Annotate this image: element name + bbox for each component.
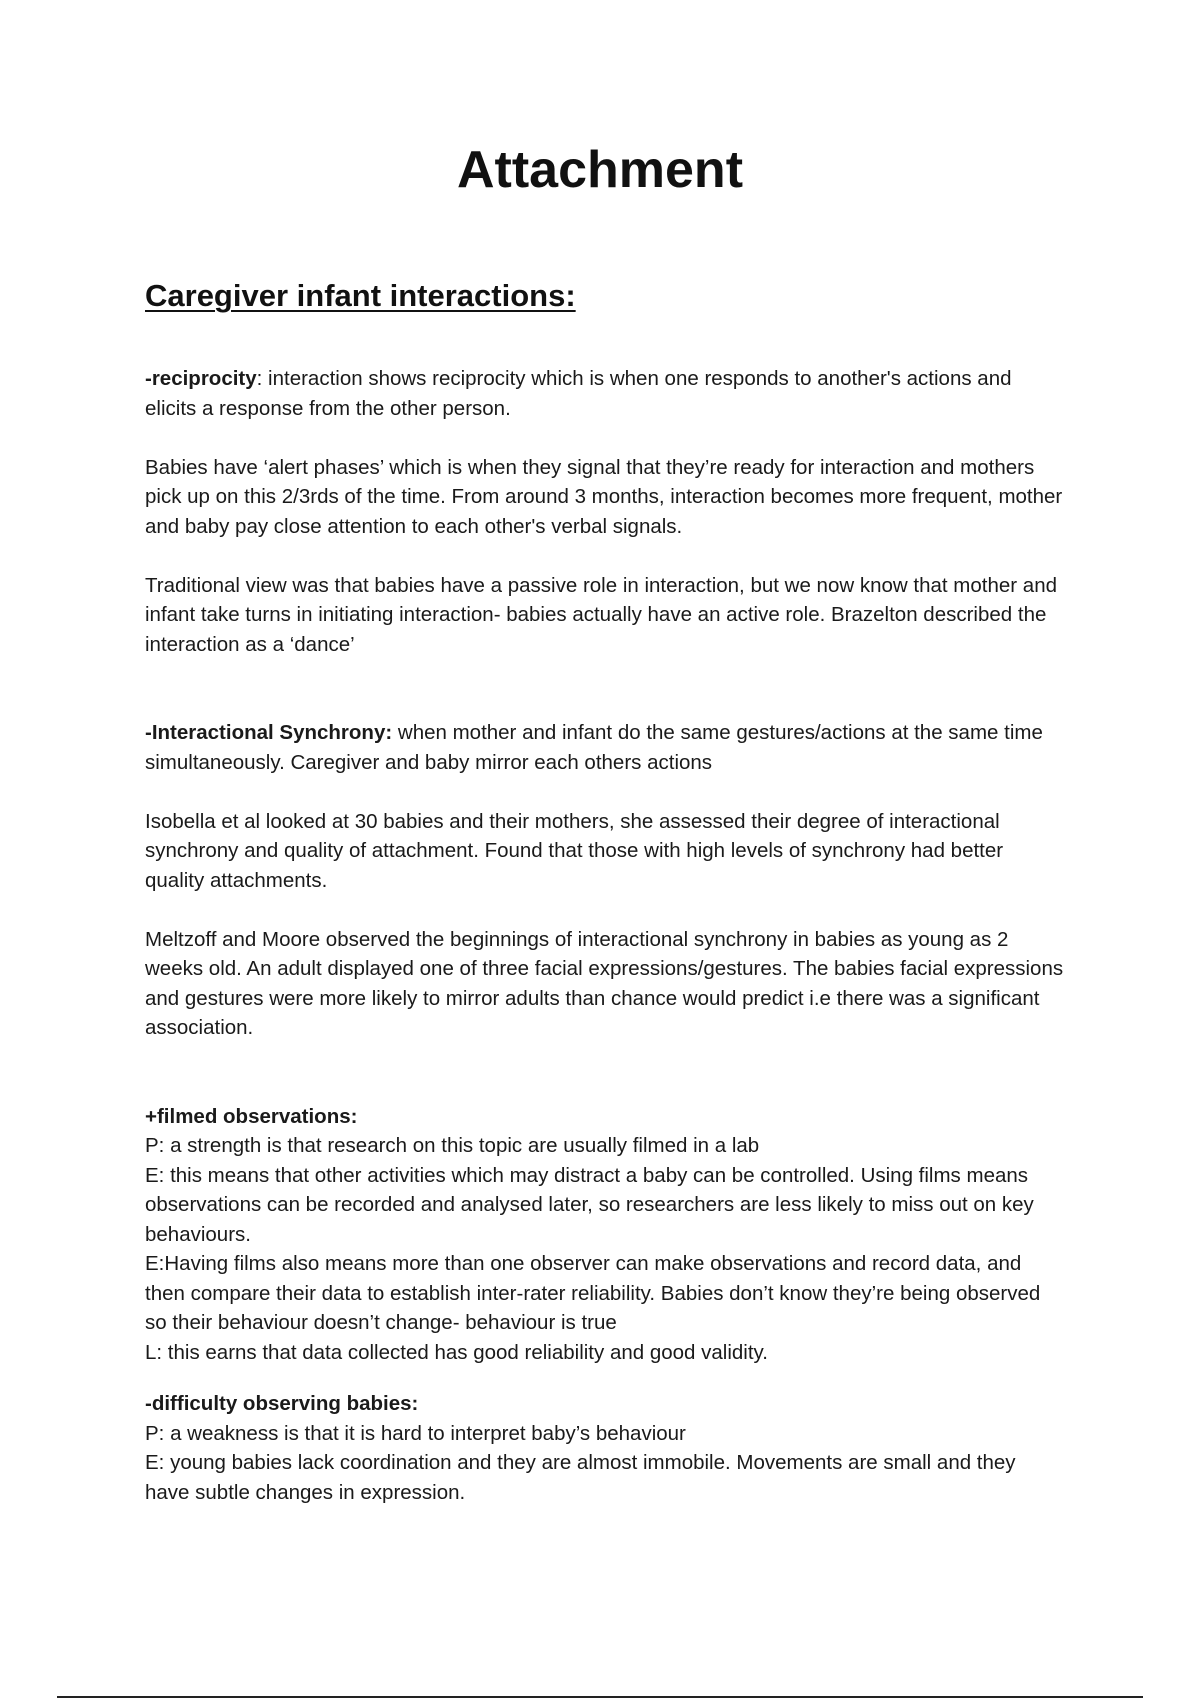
- footer-rule: [57, 1696, 1143, 1698]
- reciprocity-term: -reciprocity: [145, 367, 257, 390]
- synchrony-definition: when mother and infant do the same gestures/actions at the same time simultaneously. Caregiver and baby mirror each others actions: [145, 721, 1043, 774]
- synchrony-meltzoff-paragraph: Meltzoff and Moore observed the beginnings of interactional synchrony in babies as young as 2 weeks old. An adult displayed one of three facial expressions/gestures. The babies facial expressions and gestures were more likely to mirror adults than chance would predict i.e there was a significant association.: [145, 927, 1064, 1039]
- document-body: [145, 364, 1065, 1507]
- reciprocity-paragraph: [145, 364, 1065, 423]
- document-title: Attachment: [456, 141, 744, 199]
- strength-explanation-line-2: E:Having films also means more than one observer can make observations and record data, and then compare their data to establish inter-rater reliability. Babies don’t know they’re being observed so their behaviour doesn’t change- behaviour is true: [145, 1252, 1041, 1334]
- synchrony-paragraph: [145, 718, 1065, 777]
- reciprocity-definition: : interaction shows reciprocity which is when one responds to another's actions and elicits a response from the other person.: [145, 367, 1012, 420]
- weakness-heading: -difficulty observing babies:: [145, 1392, 419, 1415]
- reciprocity-traditional-view-paragraph: Traditional view was that babies have a passive role in interaction, but we now know that mother and infant take turns in initiating interaction- babies actually have an active role. Brazelton described the interaction as a ‘dance’: [145, 573, 1057, 656]
- strength-point-line: P: a strength is that research on this topic are usually filmed in a lab: [145, 1134, 760, 1157]
- synchrony-term: -Interactional Synchrony:: [145, 721, 393, 744]
- strength-explanation-line: E: this means that other activities which may distract a baby can be controlled. Using films means observations can be recorded and analysed later, so researchers are less likely to miss out on key behaviours.: [145, 1163, 1034, 1246]
- reciprocity-alert-phases-paragraph: Babies have ‘alert phases’ which is when they signal that they’re ready for interaction and mothers pick up on this 2/3rds of the time. From around 3 months, interaction becomes more frequent, mother and baby pay close attention to each other's verbal signals.: [145, 455, 1063, 538]
- strength-heading: +filmed observations:: [145, 1104, 358, 1128]
- strength-link-line: L: this earns that data collected has good reliability and good validity.: [145, 1340, 768, 1364]
- weakness-explanation-line: E: young babies lack coordination and they are almost immobile. Movements are small and they have subtle changes in expression.: [145, 1451, 1016, 1504]
- synchrony-isobella-paragraph: Isobella et al looked at 30 babies and their mothers, she assessed their degree of interactional synchrony and quality of attachment. Found that those with high levels of synchrony had better quality attachments.: [145, 809, 1004, 892]
- section-heading: Caregiver infant interactions:: [145, 278, 576, 313]
- weakness-point-line: P: a weakness is that it is hard to interpret baby’s behaviour: [145, 1421, 686, 1445]
